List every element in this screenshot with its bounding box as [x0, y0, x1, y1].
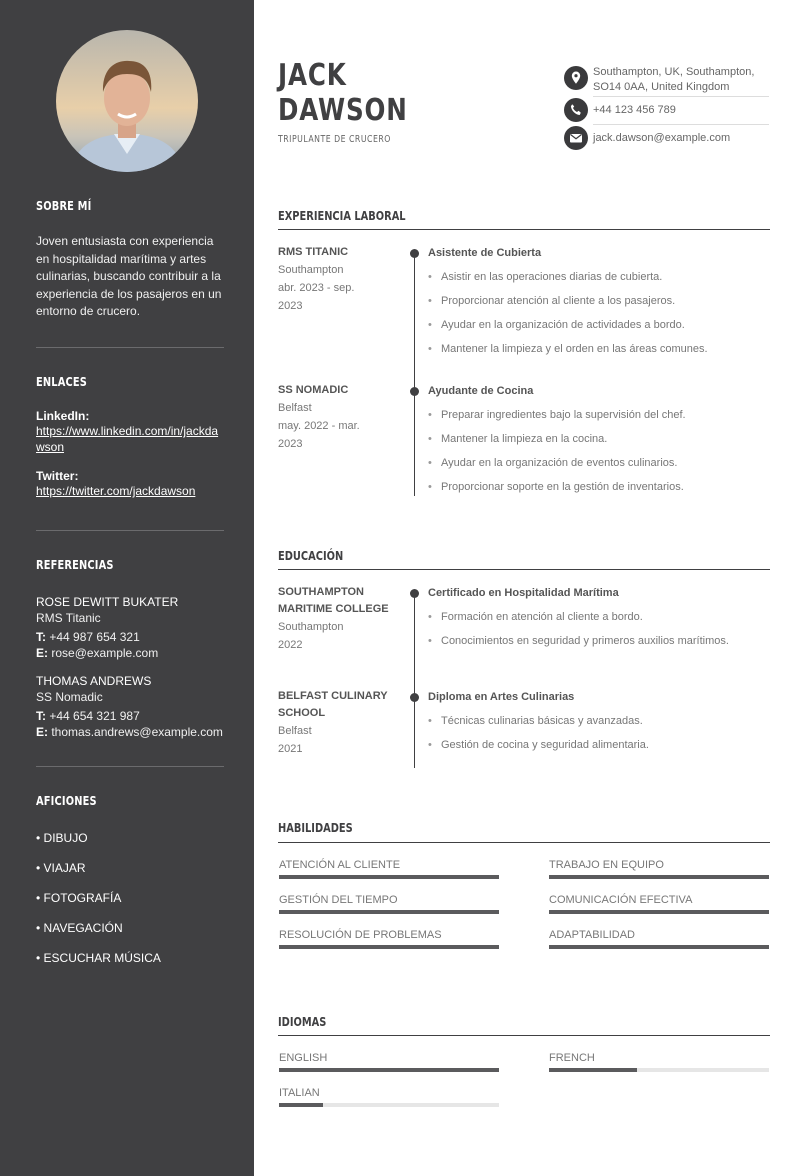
reference-name: THOMAS ANDREWS [36, 674, 152, 688]
section-rule [278, 842, 770, 843]
study-item: • Técnicas culinarias básicas y avanzadas. [428, 714, 770, 728]
skill-level-bar [549, 910, 769, 914]
email-label: E: [36, 646, 48, 660]
languages-title: IDIOMAS [278, 1015, 327, 1029]
name-last: DAWSON [278, 93, 408, 128]
language-label: FRENCH [549, 1052, 595, 1064]
mail-icon [564, 126, 588, 150]
duty-item: • Proporcionar soporte en la gestión de inventarios. [428, 480, 770, 494]
employer: RMS TITANIC [278, 246, 349, 258]
skill-level-fill [279, 910, 499, 914]
skill-label: TRABAJO EN EQUIPO [549, 859, 664, 871]
location: Belfast [278, 725, 312, 737]
duty-item: • Mantener la limpieza y el orden en las áreas comunes. [428, 342, 770, 356]
contact-divider [593, 96, 769, 97]
experience-details [428, 246, 770, 356]
skill-label: ATENCIÓN AL CLIENTE [279, 859, 401, 871]
hobby-item: • FOTOGRAFÍA [36, 891, 122, 905]
skill-label: COMUNICACIÓN EFECTIVA [549, 894, 693, 906]
reference-email: thomas.andrews@example.com [51, 725, 223, 739]
study-item: • Formación en atención al cliente a bordo. [428, 610, 770, 624]
sidebar-divider [36, 530, 224, 531]
section-rule [278, 229, 770, 230]
location: Southampton [278, 621, 344, 633]
study-item: • Conocimientos en seguridad y primeros auxilios marítimos. [428, 634, 770, 648]
links-section [36, 375, 224, 499]
position-title: Asistente de Cubierta [428, 247, 542, 259]
education-details [428, 586, 770, 648]
timeline-dot [410, 387, 419, 396]
location: Southampton [278, 264, 344, 276]
language-level-bar [549, 1068, 769, 1072]
language-item [549, 1051, 769, 1065]
year: 2021 [278, 743, 303, 755]
reference-name: ROSE DEWITT BUKATER [36, 595, 179, 609]
skill-item [279, 928, 499, 942]
reference-item [36, 673, 224, 740]
skill-level-fill [549, 910, 769, 914]
timeline-dot [410, 589, 419, 598]
language-level-bar [279, 1068, 499, 1072]
skill-level-fill [279, 945, 499, 949]
email-link[interactable]: jack.dawson@example.com [593, 132, 731, 144]
skill-level-bar [279, 945, 499, 949]
duty-item: • Asistir en las operaciones diarias de cubierta. [428, 270, 770, 284]
phone-label: T: [36, 709, 46, 723]
school: SCHOOL [278, 707, 326, 719]
skills-title: HABILIDADES [278, 821, 353, 835]
language-item [279, 1051, 499, 1065]
sidebar-divider [36, 347, 224, 348]
skill-level-bar [279, 910, 499, 914]
name-first: JACK [278, 58, 347, 93]
experience-meta [278, 244, 398, 315]
job-title: TRIPULANTE DE CRUCERO [278, 134, 391, 145]
duty-item: • Proporcionar atención al cliente a los pasajeros. [428, 294, 770, 308]
duty-item: • Ayudar en la organización de eventos culinarios. [428, 456, 770, 470]
employer: SS NOMADIC [278, 384, 349, 396]
dates: 2023 [278, 438, 303, 450]
twitter-link[interactable]: https://twitter.com/jackdawson [36, 484, 196, 498]
hobbies-section [36, 794, 224, 980]
email-label: E: [36, 725, 48, 739]
phone-label: T: [36, 630, 46, 644]
reference-company: SS Nomadic [36, 690, 103, 704]
degree-title: Diploma en Artes Culinarias [428, 691, 575, 703]
year: 2022 [278, 639, 303, 651]
skill-label: ADAPTABILIDAD [549, 929, 635, 941]
language-item [279, 1086, 499, 1100]
phone-icon [564, 98, 588, 122]
timeline-line [414, 253, 415, 496]
about-text: Joven entusiasta con experiencia en hospitalidad marítima y artes culinarias, buscando contribuir a la experiencia de los pasajeros en un entorno de crucero. [36, 234, 222, 319]
phone-text: +44 123 456 789 [593, 104, 676, 116]
dates: may. 2022 - mar. [278, 420, 360, 432]
location: Belfast [278, 402, 312, 414]
reference-email: rose@example.com [51, 646, 159, 660]
section-rule [278, 1035, 770, 1036]
skill-level-bar [549, 945, 769, 949]
duty-item: • Mantener la limpieza en la cocina. [428, 432, 770, 446]
school: BELFAST CULINARY [278, 690, 388, 702]
hobby-item: • VIAJAR [36, 861, 86, 875]
hobby-item: • DIBUJO [36, 831, 88, 845]
contact-divider [593, 124, 769, 125]
skill-item [279, 893, 499, 907]
education-meta [278, 688, 398, 758]
skill-level-fill [549, 875, 769, 879]
twitter-label: Twitter: [36, 469, 79, 483]
hobby-item: • ESCUCHAR MÚSICA [36, 951, 161, 965]
skill-item [549, 893, 769, 907]
skill-level-fill [549, 945, 769, 949]
skill-level-bar [549, 875, 769, 879]
dates: abr. 2023 - sep. [278, 282, 355, 294]
profile-photo [56, 30, 198, 172]
section-rule [278, 569, 770, 570]
skill-label: RESOLUCIÓN DE PROBLEMAS [279, 929, 442, 941]
education-meta [278, 584, 398, 654]
duty-item: • Preparar ingredientes bajo la supervisión del chef. [428, 408, 770, 422]
reference-company: RMS Titanic [36, 611, 101, 625]
reference-phone: +44 654 321 987 [49, 709, 140, 723]
skill-level-fill [279, 875, 499, 879]
language-level-fill [279, 1068, 499, 1072]
address-line-1: Southampton, UK, Southampton, [593, 66, 755, 78]
experience-title: EXPERIENCIA LABORAL [278, 209, 406, 223]
school: MARITIME COLLEGE [278, 603, 389, 615]
language-level-fill [549, 1068, 637, 1072]
references-section [36, 558, 224, 740]
sidebar [0, 0, 254, 1176]
language-level-fill [279, 1103, 323, 1107]
skill-item [279, 858, 499, 872]
references-title: REFERENCIAS [36, 558, 114, 572]
experience-meta [278, 382, 398, 453]
timeline-line [414, 593, 415, 768]
school: SOUTHAMPTON [278, 586, 364, 598]
experience-details [428, 384, 770, 494]
hobby-item: • NAVEGACIÓN [36, 921, 123, 935]
dates: 2023 [278, 300, 303, 312]
language-level-bar [279, 1103, 499, 1107]
language-label: ENGLISH [279, 1052, 328, 1064]
language-label: ITALIAN [279, 1087, 320, 1099]
skill-item [549, 858, 769, 872]
skill-level-bar [279, 875, 499, 879]
about-title: SOBRE MÍ [36, 199, 92, 213]
linkedin-label: LinkedIn: [36, 409, 90, 423]
degree-title: Certificado en Hospitalidad Marítima [428, 587, 619, 599]
location-pin-icon [564, 66, 588, 90]
address-line-2: SO14 0AA, United Kingdom [593, 81, 730, 93]
timeline-dot [410, 693, 419, 702]
hobbies-title: AFICIONES [36, 794, 97, 808]
skill-label: GESTIÓN DEL TIEMPO [279, 894, 398, 906]
timeline-dot [410, 249, 419, 258]
reference-phone: +44 987 654 321 [49, 630, 140, 644]
education-details [428, 690, 770, 752]
skill-item [549, 928, 769, 942]
study-item: • Gestión de cocina y seguridad alimentaria. [428, 738, 770, 752]
links-title: ENLACES [36, 375, 88, 389]
linkedin-link[interactable]: https://www.linkedin.com/in/jackdawson [36, 424, 219, 454]
position-title: Ayudante de Cocina [428, 385, 534, 397]
duty-item: • Ayudar en la organización de actividades a bordo. [428, 318, 770, 332]
about-section [36, 199, 224, 321]
reference-item [36, 594, 224, 661]
sidebar-divider [36, 766, 224, 767]
candidate-name [278, 58, 408, 128]
education-title: EDUCACIÓN [278, 549, 344, 563]
